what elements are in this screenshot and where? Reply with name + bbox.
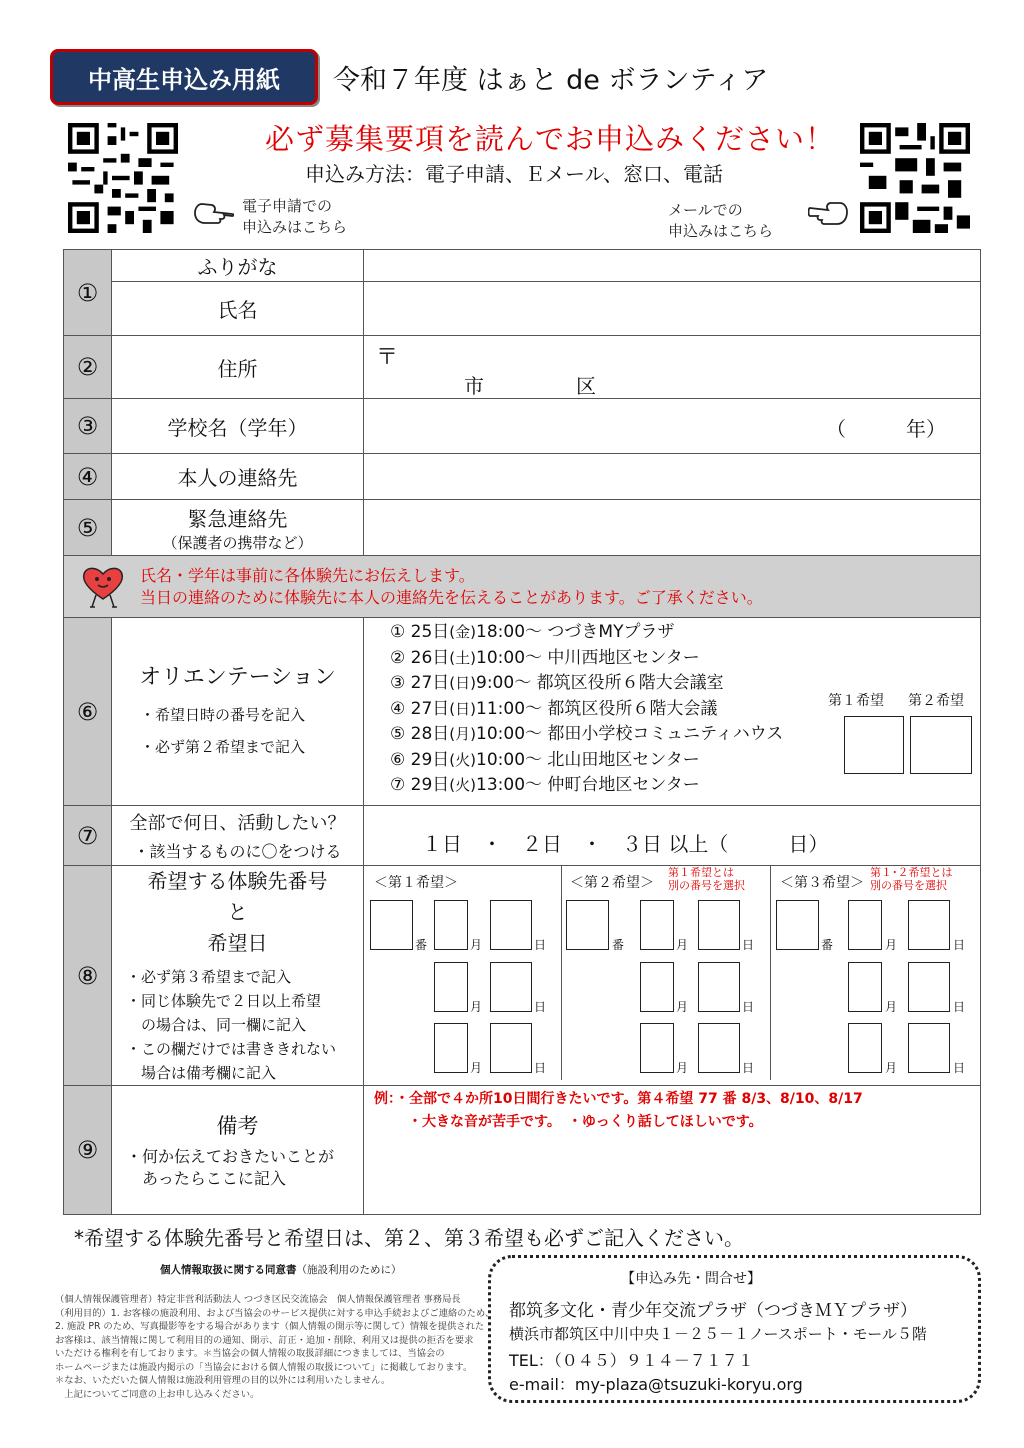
day-box[interactable] [698, 962, 740, 1012]
orientation-choice1-box[interactable] [844, 716, 904, 774]
ward-label: 区 [576, 374, 596, 398]
preference-title: と [227, 900, 248, 924]
place-number-box[interactable] [566, 900, 609, 950]
notice-bar [64, 556, 981, 618]
days-options[interactable] [364, 806, 981, 866]
days-label [112, 806, 364, 866]
preference-label [112, 866, 364, 1086]
school-label: 学校名（学年） [112, 399, 364, 454]
month-box[interactable] [848, 962, 882, 1012]
month-box[interactable] [640, 900, 674, 950]
form-badge: 中高生申込み用紙 [50, 49, 318, 105]
remarks-note: ・何か伝えておきたいことが [126, 1147, 335, 1166]
row-number: ⑥ [64, 618, 112, 806]
footer-note: *希望する体験先番号と希望日は、第２、第３希望も必ずご記入ください。 [74, 1226, 744, 1250]
warning-text: 必ず募集要項を読んでお申込みください！ [265, 122, 836, 156]
notice-line: 当日の連絡のために体験先に本人の連絡先を伝えることがあります。ご了承ください。 [140, 587, 763, 607]
day-box[interactable] [698, 1023, 740, 1073]
preference-note: ・同じ体験先で２日以上希望 [126, 992, 322, 1010]
session-item: ② 26日(土)10:00～ 中川西地区センター [390, 647, 700, 668]
orientation-choice2-box[interactable] [910, 716, 972, 774]
contact-tel[interactable]: TEL：（０４５）９１４－７１７１ [509, 1351, 754, 1370]
month-box[interactable] [434, 900, 468, 950]
divider [561, 866, 562, 1080]
place-number-box[interactable] [776, 900, 819, 950]
row-number: ③ [64, 399, 112, 454]
preference-col-note: 第１･２希望とは 別の番号を選択 [870, 866, 953, 892]
preference-title: 希望日 [207, 931, 268, 955]
grade-label: （ 年） [826, 417, 946, 441]
furigana-label: ふりがな [112, 250, 364, 282]
qr-code-icon[interactable] [860, 123, 970, 233]
qr-code-icon[interactable] [68, 123, 178, 233]
preference-grid: ＜第１希望＞ 番 月 日 月 日 月 日 ＜第２希望＞ 第１希望とは 別の番号を選択 番 月 日 月 日 月 日 ＜第３希望＞ 第１･２希望とは 別の番号を選択 番 月 日 月 日 月 日 [364, 866, 981, 1086]
days-choices: １日 ・ ２日 ・ ３日 以上（ 日） [422, 832, 829, 856]
emergency-field[interactable] [364, 500, 981, 556]
remarks-field[interactable] [364, 1086, 981, 1215]
preference-note: ・必ず第３希望まで記入 [126, 968, 292, 986]
row-number: ⑧ [64, 866, 112, 1086]
row-number: ④ [64, 454, 112, 500]
month-box[interactable] [434, 962, 468, 1012]
month-box[interactable] [848, 900, 882, 950]
privacy-title: 個人情報取扱に関する同意書（施設利用のために） [160, 1264, 402, 1276]
day-box[interactable] [698, 900, 740, 950]
month-box[interactable] [848, 1023, 882, 1073]
preference-note: 場合は備考欄に記入 [126, 1064, 277, 1082]
furigana-field[interactable] [364, 250, 981, 282]
session-item: ⑤ 28日(月)10:00～ 都田小学校コミュニティハウス [390, 724, 784, 744]
remarks-note: あったらここに記入 [126, 1169, 286, 1188]
remarks-title: 備考 [216, 1114, 259, 1138]
divider [770, 866, 771, 1080]
orientation-note: ・必ず第２希望まで記入 [140, 738, 306, 756]
preference-col-note: 第１希望とは 別の番号を選択 [668, 866, 745, 892]
orientation-sessions [364, 618, 981, 806]
row-number: ⑨ [64, 1086, 112, 1215]
contact-org: 都筑多文化・青少年交流プラザ（つづきＭＹプラザ） [509, 1301, 917, 1321]
pointing-hand-icon [808, 196, 850, 230]
session-item: ① 25日(金)18:00～ つづきMYプラザ [390, 622, 675, 642]
application-form-table [63, 249, 981, 1215]
row-number: ⑦ [64, 806, 112, 866]
row-number: ⑤ [64, 500, 112, 556]
session-item: ③ 27日(日)9:00～ 都筑区役所６階大会議室 [390, 673, 724, 693]
preference-title: 希望する体験先番号 [147, 869, 328, 893]
emergency-sub: （保護者の携帯など） [162, 533, 313, 552]
row-number: ② [64, 336, 112, 399]
emergency-label [112, 500, 364, 556]
address-field[interactable] [364, 336, 981, 399]
privacy-text: （個人情報保護管理者）特定非営利活動法人 つづき区民交流協会 個人情報保護管理者 事務局長 （利用目的）1. お客様の施設利用、および当協会のサービス提供に対する申込手続およびご連絡のため、 2. 施設 PR のため、写真撮影等をする場合があります（個人情報の開示等に関して）情報を提供された お客様は、該当情報に関して利用目的の通知、開示、訂正・追加・削除、利用又は提供の拒否を要求 いただける権利を有しております。＊当協会の個人情報の取扱詳細につきましては、当協会の ホームページまたは施設内掲示の「当協会における個人情報の取扱について」に掲載しております。 ＊なお、いただいた個人情報は施設利用管理の目的以外には利用いたしません。 上記についてご同意の上お申し込みください。 [55, 1294, 495, 1400]
qr-left-hint: 電子申請での 申込みはこちら [242, 197, 348, 236]
contact-label: 本人の連絡先 [112, 454, 364, 500]
place-number-box[interactable] [370, 900, 413, 950]
choice2-label: 第２希望 [908, 693, 964, 709]
month-box[interactable] [434, 1023, 468, 1073]
remarks-example: 例：・全部で４か所10日間行きたいです。第４希望 77 番 8/3、8/10、8/17 ・大きな音が苦手です。 ・ゆっくり話してほしいです。 [374, 1091, 863, 1130]
application-methods: 申込み方法：電子申請、Ｅメール、窓口、電話 [305, 162, 723, 186]
school-field[interactable] [364, 399, 981, 454]
contact-email[interactable]: e-mail：my-plaza@tsuzuki-koryu.org [509, 1375, 803, 1394]
emergency-title: 緊急連絡先 [187, 506, 288, 531]
preference-col-title: ＜第２希望＞ [570, 875, 654, 891]
contact-title: 【申込み先・問合せ】 [621, 1271, 761, 1287]
contact-box [488, 1255, 981, 1403]
notice-line: 氏名・学年は事前に各体験先にお伝えします。 [140, 565, 475, 585]
days-title: 全部で何日、活動したい？ [129, 813, 346, 834]
day-box[interactable] [908, 1023, 950, 1073]
preference-col-title: ＜第３希望＞ [780, 875, 864, 891]
day-box[interactable] [490, 962, 532, 1012]
session-item: ⑦ 29日(火)13:00～ 仲町台地区センター [390, 775, 700, 795]
orientation-title: オリエンテーション [139, 665, 336, 690]
preference-note: の場合は、同一欄に記入 [126, 1016, 307, 1034]
day-box[interactable] [490, 1023, 532, 1073]
row-number: ① [64, 250, 112, 336]
address-label: 住所 [112, 336, 364, 399]
heart-mascot-icon [78, 561, 128, 613]
month-box[interactable] [640, 1023, 674, 1073]
orientation-note: ・希望日時の番号を記入 [140, 706, 306, 724]
contact-field[interactable] [364, 454, 981, 500]
name-field[interactable] [364, 282, 981, 336]
qr-right-hint: メールでの 申込みはこちら [668, 201, 774, 240]
month-box[interactable] [640, 962, 674, 1012]
session-item: ⑥ 29日(火)10:00～ 北山田地区センター [390, 749, 700, 770]
orientation-label [112, 618, 364, 806]
day-box[interactable] [908, 962, 950, 1012]
choice1-label: 第１希望 [828, 693, 884, 709]
postal-mark: 〒 [376, 345, 399, 370]
name-label: 氏名 [112, 282, 364, 336]
day-box[interactable] [490, 900, 532, 950]
remarks-label [112, 1086, 364, 1215]
page-title: 令和７年度 はぁと de ボランティア [333, 65, 769, 96]
city-label: 市 [464, 374, 484, 398]
days-sub: ・該当するものに〇をつける [133, 842, 342, 861]
contact-address: 横浜市都筑区中川中央１－２５－１ノースポート・モール５階 [509, 1325, 927, 1343]
preference-note: ・この欄だけでは書ききれない [126, 1040, 337, 1058]
session-item: ④ 27日(日)11:00～ 都筑区役所６階大会議 [390, 698, 718, 719]
pointing-hand-icon [192, 196, 234, 228]
preference-col-title: ＜第１希望＞ [374, 875, 458, 891]
day-box[interactable] [908, 900, 950, 950]
